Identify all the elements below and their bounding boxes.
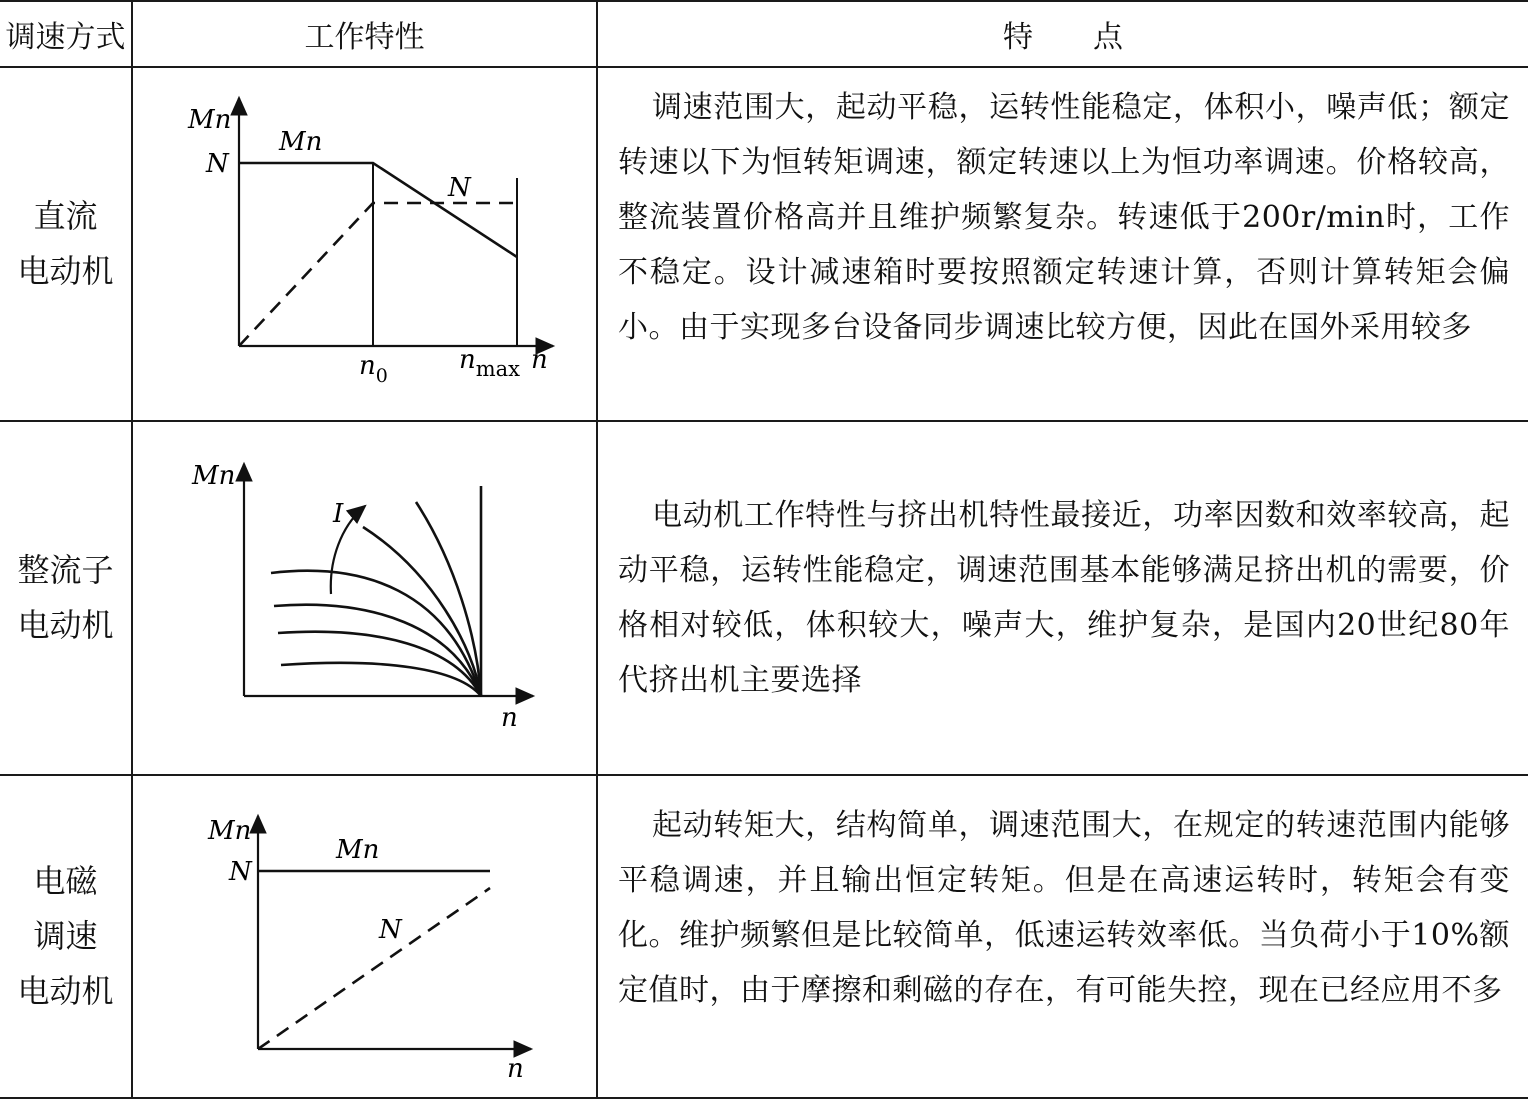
electromagnetic-motor-characteristic-svg: [133, 776, 596, 1097]
x-axis-label: n: [501, 703, 518, 733]
x-tick-n0: [359, 351, 388, 387]
characteristic-curve-5: [363, 527, 481, 696]
method-dc-motor: [0, 68, 131, 420]
y-tick-label: N: [206, 149, 229, 179]
method-line: 电动机: [17, 606, 114, 644]
method-commutator-motor: [0, 422, 131, 774]
commutator-motor-characteristic-svg: [133, 422, 596, 774]
curve-label-n: N: [448, 173, 471, 203]
table-border-bottom: [0, 1097, 1528, 1099]
method-line: 电磁: [33, 862, 98, 900]
chart-dc-motor: [133, 68, 596, 420]
power-curve-dashed: [258, 888, 490, 1049]
y-axis-label: Mn: [192, 461, 236, 491]
y-axis-label: Mn: [208, 816, 252, 846]
x-tick-n0-sub: 0: [375, 365, 388, 387]
characteristic-curve-4: [281, 663, 481, 696]
torque-curve: [239, 163, 517, 257]
arrow-label: I: [333, 499, 344, 529]
header-working-characteristic: 工作特性: [304, 20, 425, 55]
y-axis-label: Mn: [188, 105, 232, 135]
curve-label-mn: Mn: [279, 127, 323, 157]
x-tick-nmax: [459, 345, 520, 381]
chart-commutator-motor: [133, 422, 596, 774]
header-speed-method: 调速方式: [5, 20, 126, 55]
method-line: 电动机: [17, 252, 114, 290]
x-tick-n0-main: n: [359, 351, 376, 381]
features-commutator-motor: 电动机工作特性与挤出机特性最接近，功率因数和效率较高，起动平稳，运转性能稳定，调速范围基本能够满足挤出机的需要，价格相对较低，体积较大，噪声大，维护复杂，是国内20世纪80年代挤出机主要选择: [618, 498, 1510, 698]
dc-motor-characteristic-svg: [133, 68, 596, 420]
method-line: 直流: [33, 197, 98, 235]
method-electromagnetic-motor: [0, 776, 131, 1097]
power-curve-dashed: [239, 203, 517, 346]
curve-label-n: N: [379, 915, 402, 945]
x-axis-label: n: [531, 345, 548, 375]
x-tick-nmax-main: n: [459, 345, 476, 375]
y-tick-label: N: [229, 857, 252, 887]
method-line: 整流子: [17, 551, 114, 589]
x-tick-nmax-sub: max: [475, 357, 521, 381]
x-axis-label: n: [507, 1054, 524, 1084]
chart-electromagnetic-motor: [133, 776, 596, 1097]
characteristic-curve-6: [416, 502, 481, 696]
features-electromagnetic-motor: 起动转矩大，结构简单，调速范围大，在规定的转速范围内能够平稳调速，并且输出恒定转矩。但是在高速运转时，转矩会有变化。维护频繁但是比较简单，低速运转效率低。当负荷小于10%额定值时，由于摩擦和剩磁的存在，有可能失控，现在已经应用不多: [618, 808, 1510, 1008]
features-dc-motor: 调速范围大，起动平稳，运转性能稳定，体积小，噪声低；额定转速以下为恒转矩调速，额定转速以上为恒功率调速。价格较高，整流装置价格高并且维护频繁复杂。转速低于200r/min时，工作不稳定。设计减速箱时要按照额定转速计算，否则计算转矩会偏小。由于实现多台设备同步调速比较方便，因此在国外采用较多: [618, 90, 1510, 345]
method-line: 调速: [33, 917, 98, 955]
curve-label-mn: Mn: [336, 835, 380, 865]
method-line: 电动机: [17, 972, 114, 1010]
header-features: 特 点: [1003, 20, 1123, 55]
